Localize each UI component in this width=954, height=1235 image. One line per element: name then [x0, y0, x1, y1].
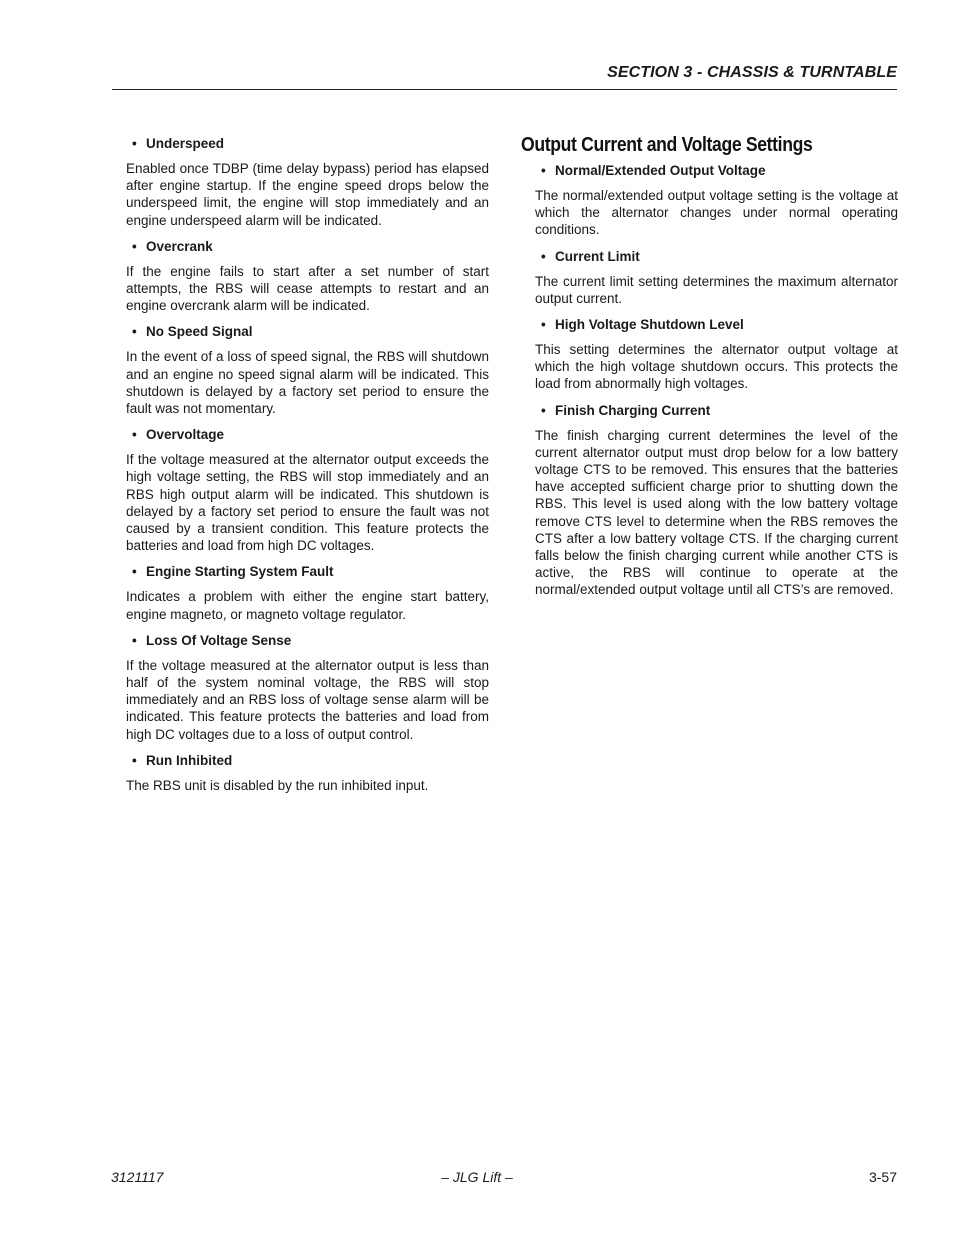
bullet-icon: •: [541, 317, 546, 333]
bullet-heading: • High Voltage Shutdown Level: [541, 317, 744, 333]
bullet-heading: • Finish Charging Current: [541, 402, 711, 418]
section-title: SECTION 3 - CHASSIS & TURNTABLE: [607, 64, 897, 81]
bullet-heading: • Overvoltage: [132, 427, 225, 443]
document-number: 3121117: [111, 1169, 164, 1185]
paragraph: The finish charging current determines the level of the current alternator output must drop below for a low battery voltage CTS to be removed. This ensures that the batteries have accepted sufficient charge prior to shutting down the RBS. This level is used along with the low battery voltage remove CTS level to determine when the RBS removes the CTS after a low battery voltage CTS. If the charging current falls below the finish charging current while another CTS is active, the RBS will continue to operate at the normal/extended output voltage until all CTS’s are removed.: [535, 427, 898, 598]
bullet-icon: •: [132, 238, 137, 254]
bullet-heading: • No Speed Signal: [132, 324, 253, 340]
bullet-heading: • Normal/Extended Output Voltage: [541, 163, 766, 178]
bullet-icon: •: [541, 163, 546, 178]
right-column: [521, 134, 898, 608]
footer-brand: – JLG Lift –: [441, 1169, 513, 1185]
bullet-icon: •: [132, 752, 137, 768]
bullet-icon: •: [541, 248, 546, 264]
paragraph: The RBS unit is disabled by the run inhibited input.: [126, 777, 429, 793]
paragraph: Indicates a problem with either the engine start battery, engine magneto, or magneto voltage regulator.: [126, 589, 489, 622]
left-column: [126, 135, 489, 803]
bullet-icon: •: [541, 402, 546, 418]
paragraph: This setting determines the alternator output voltage at which the high voltage shutdown occurs. This protects the load from abnormally high voltages.: [535, 342, 898, 392]
bullet-heading: • Engine Starting System Fault: [132, 564, 334, 580]
bullet-icon: •: [132, 427, 137, 443]
paragraph: Enabled once TDBP (time delay bypass) period has elapsed after engine startup. If the engine speed drops below the underspeed limit, the engine will stop immediately and an engine underspeed alarm will be indicated.: [126, 161, 489, 228]
paragraph: If the voltage measured at the alternator output is less than half of the system nominal voltage, the RBS will stop immediately and an RBS loss of voltage sense alarm will be indicated. This feature protects the batteries and load from high DC voltages due to a loss of output control.: [126, 657, 489, 742]
paragraph: In the event of a loss of speed signal, the RBS will shutdown and an engine no speed signal alarm will be indicated. This shutdown is delayed by a factory set period to ensure the fault was not momentary.: [126, 349, 489, 417]
bullet-icon: •: [132, 136, 137, 151]
bullet-icon: •: [132, 564, 137, 580]
page-number: 3-57: [868, 1169, 897, 1185]
paragraph: If the voltage measured at the alternator output exceeds the high voltage setting, the RBS will stop immediately and an RBS high output alarm will be indicated. This shutdown is delayed by a factory set period to ensure the fault was not caused by a transient condition. This feature protects the batteries and load from high DC voltages.: [126, 452, 489, 554]
bullet-heading: • Loss Of Voltage Sense: [132, 632, 292, 648]
bullet-heading: • Current Limit: [541, 248, 640, 264]
bullet-icon: •: [132, 632, 137, 648]
paragraph: If the engine fails to start after a set number of start attempts, the RBS will cease attempts to restart and an engine overcrank alarm will be indicated.: [126, 263, 489, 314]
header-divider: [112, 89, 897, 90]
paragraph: The current limit setting determines the maximum alternator output current.: [535, 273, 898, 306]
bullet-icon: •: [132, 324, 137, 340]
bullet-heading: • Overcrank: [132, 238, 213, 254]
section-heading: Output Current and Voltage Settings: [521, 134, 813, 156]
paragraph: The normal/extended output voltage setting is the voltage at which the alternator changes under normal operating conditions.: [535, 188, 898, 238]
bullet-heading: • Run Inhibited: [132, 752, 233, 768]
bullet-heading: • Underspeed: [132, 136, 225, 151]
